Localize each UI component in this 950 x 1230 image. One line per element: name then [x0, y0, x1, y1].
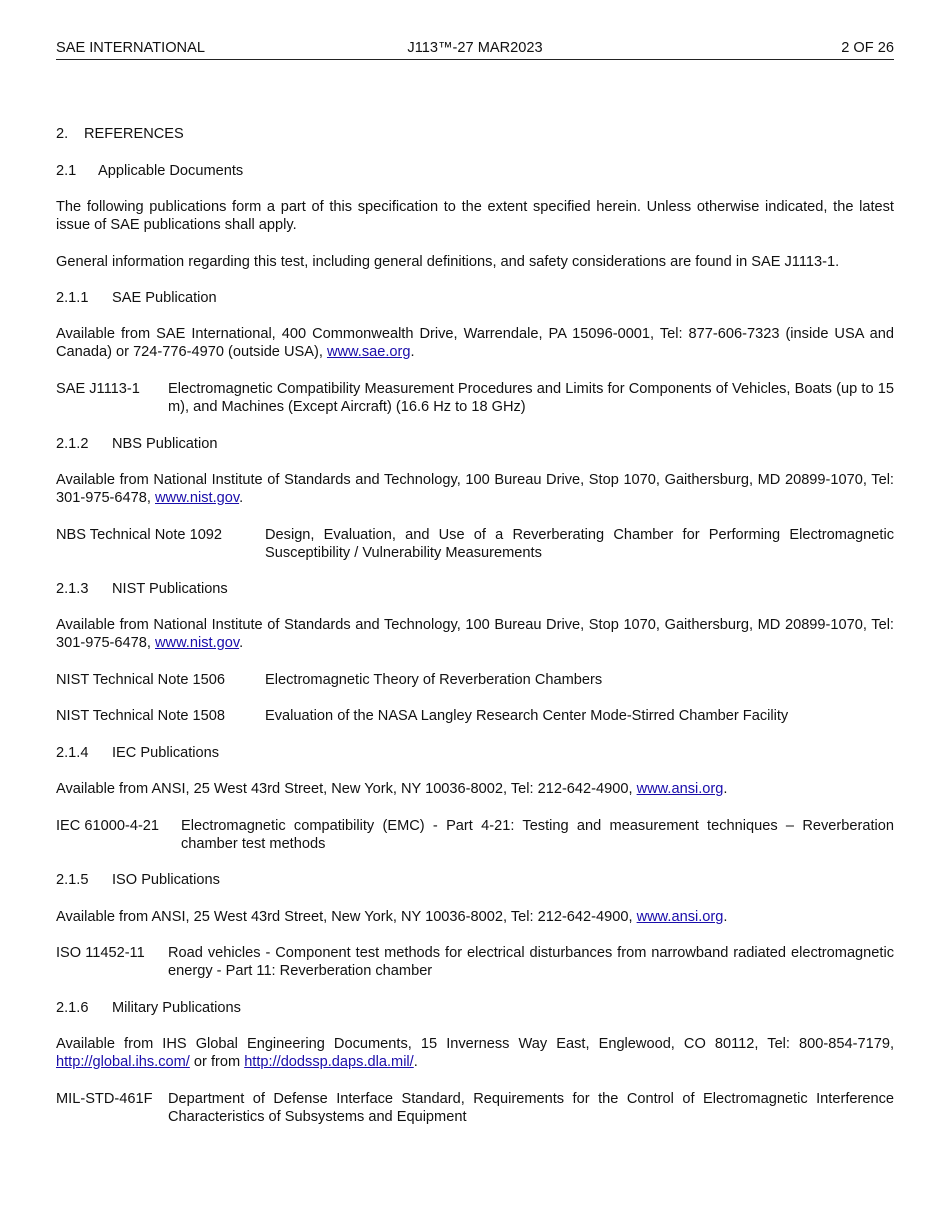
reference-title: Electromagnetic compatibility (EMC) - Part 4-21: Testing and measurement techniques – Reverberation chamber test methods — [181, 818, 894, 852]
availability-text: Available from ANSI, 25 West 43rd Street, New York, NY 10036-8002, Tel: 212-642-4900, — [56, 781, 637, 797]
section-number: 2. — [56, 126, 69, 142]
section-title: NIST Publications — [112, 581, 228, 597]
page-header — [56, 39, 894, 60]
section-2-1-3-heading — [56, 580, 894, 598]
general-information-paragraph: General information regarding this test, including general definitions, and safety considerations are found in SAE J1113-1. — [56, 254, 840, 270]
reference-entry — [56, 817, 894, 853]
section-title: ISO Publications — [112, 872, 220, 888]
reference-id: NBS Technical Note 1092 — [56, 527, 223, 543]
section-title: IEC Publications — [112, 745, 220, 761]
header-page-number: 2 OF 26 — [841, 40, 894, 56]
section-title: SAE Publication — [112, 290, 217, 306]
header-document-id: J113™-27 MAR2023 — [407, 40, 543, 56]
section-2-1-2-heading — [56, 435, 894, 453]
ansi-website-link[interactable]: www.ansi.org — [636, 781, 724, 797]
nist-website-link[interactable]: www.nist.gov — [155, 635, 240, 651]
ansi-website-link[interactable]: www.ansi.org — [636, 909, 724, 925]
period: . — [723, 909, 728, 925]
reference-title: Design, Evaluation, and Use of a Reverberating Chamber for Performing Electromagnetic Susceptibility / Vulnerability Measurements — [265, 527, 894, 561]
reference-entry — [56, 707, 894, 725]
iec-availability-paragraph — [56, 780, 894, 798]
nist-website-link[interactable]: www.nist.gov — [155, 490, 240, 506]
iso-availability-paragraph — [56, 908, 894, 926]
reference-id: NIST Technical Note 1506 — [56, 672, 226, 688]
section-title: NBS Publication — [112, 436, 218, 452]
nist-availability-paragraph — [56, 616, 894, 652]
section-2-1-heading — [56, 162, 894, 180]
nbs-availability-paragraph — [56, 471, 894, 507]
section-number: 2.1.5 — [56, 872, 89, 888]
section-2-1-6-heading — [56, 999, 894, 1017]
dodssp-website-link[interactable]: http://dodssp.daps.dla.mil/ — [244, 1054, 414, 1070]
reference-title: Electromagnetic Compatibility Measurement Procedures and Limits for Components of Vehicles, Boats (up to 15 m), and Machines (Except Aircraft) (16.6 Hz to 18 GHz) — [168, 381, 894, 415]
availability-text: Available from ANSI, 25 West 43rd Street, New York, NY 10036-8002, Tel: 212-642-4900, — [56, 909, 637, 925]
reference-id: MIL-STD-461F — [56, 1091, 153, 1107]
period: . — [239, 635, 244, 651]
military-availability-paragraph — [56, 1035, 894, 1071]
reference-entry — [56, 671, 894, 689]
section-number: 2.1.1 — [56, 290, 89, 306]
reference-id: SAE J1113-1 — [56, 381, 140, 397]
section-number: 2.1.4 — [56, 745, 89, 761]
reference-title: Evaluation of the NASA Langley Research Center Mode-Stirred Chamber Facility — [265, 708, 789, 724]
reference-title: Road vehicles - Component test methods for electrical disturbances from narrowband radiated electromagnetic energy - Part 11: Reverberation chamber — [168, 945, 894, 979]
availability-text: Available from National Institute of Standards and Technology, 100 Bureau Drive, Stop 1070, Gaithersburg, MD 20899-1070, Tel: 301-975-6478, — [56, 617, 894, 651]
section-2-1-5-heading — [56, 871, 894, 889]
section-number: 2.1.6 — [56, 1000, 89, 1016]
section-2-1-1-heading — [56, 289, 894, 307]
reference-entry — [56, 1090, 894, 1126]
section-number: 2.1.3 — [56, 581, 89, 597]
connector-text: or from — [189, 1054, 245, 1070]
reference-entry — [56, 944, 894, 980]
reference-entry — [56, 380, 894, 416]
section-title: Applicable Documents — [98, 163, 244, 179]
section-title: Military Publications — [112, 1000, 241, 1016]
section-number: 2.1 — [56, 163, 77, 179]
applicable-documents-paragraph: The following publications form a part of this specification to the extent specified herein. Unless otherwise indicated, the latest issue of SAE publications shall apply. — [56, 199, 894, 233]
reference-entry — [56, 526, 894, 562]
period: . — [239, 490, 244, 506]
period: . — [413, 1054, 418, 1070]
period: . — [723, 781, 728, 797]
availability-text: Available from National Institute of Standards and Technology, 100 Bureau Drive, Stop 1070, Gaithersburg, MD 20899-1070, Tel: 301-975-6478, — [56, 472, 894, 506]
section-2-1-4-heading — [56, 744, 894, 762]
section-title: REFERENCES — [84, 126, 184, 142]
sae-website-link[interactable]: www.sae.org — [326, 344, 411, 360]
availability-text: Available from SAE International, 400 Commonwealth Drive, Warrendale, PA 15096-0001, Tel: 877-606-7323 (inside USA and Canada) or 724-776-4970 (outside USA), — [56, 326, 894, 360]
section-number: 2.1.2 — [56, 436, 89, 452]
header-organization: SAE INTERNATIONAL — [56, 40, 205, 56]
reference-id: NIST Technical Note 1508 — [56, 708, 226, 724]
sae-availability-paragraph — [56, 325, 894, 361]
availability-text: Available from IHS Global Engineering Documents, 15 Inverness Way East, Englewood, CO 80112, Tel: 800-854-7179, — [56, 1036, 894, 1052]
reference-title: Department of Defense Interface Standard, Requirements for the Control of Electromagnetic Interference Characteristics of Subsystems and Equipment — [168, 1091, 894, 1125]
reference-id: ISO 11452-11 — [56, 945, 145, 961]
reference-title: Electromagnetic Theory of Reverberation Chambers — [265, 672, 603, 688]
ihs-website-link[interactable]: http://global.ihs.com/ — [56, 1054, 190, 1070]
reference-id: IEC 61000-4-21 — [56, 818, 160, 834]
section-2-heading — [56, 125, 894, 143]
period: . — [410, 344, 415, 360]
